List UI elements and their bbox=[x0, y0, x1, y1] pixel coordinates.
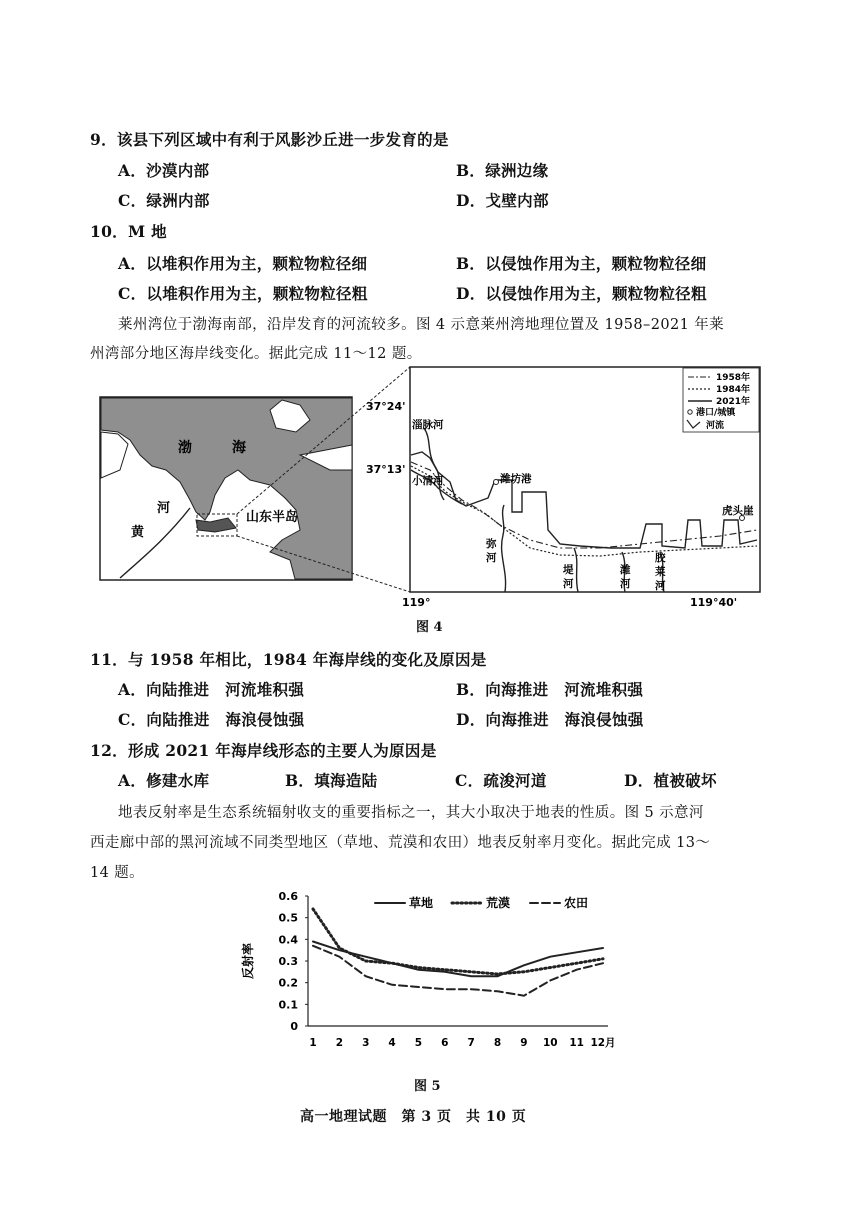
lat-37-24: 37°24' bbox=[366, 400, 406, 413]
x-tick-label: 12月 bbox=[590, 1037, 616, 1049]
lon-119: 119° bbox=[402, 596, 431, 609]
lat-37-13: 37°13' bbox=[366, 463, 406, 476]
q10-option-d: D．以侵蚀作用为主，颗粒物粒径粗 bbox=[456, 284, 707, 303]
q12-option-d: D．植被破坏 bbox=[624, 771, 717, 790]
place-dihe-1: 堤 bbox=[563, 564, 574, 576]
intro2-line2: 西走廊中部的黑河流域不同类型地区（草地、荒漠和农田）地表反射率月变化。据此完成 13～ bbox=[90, 835, 711, 851]
legend-label: 草地 bbox=[409, 896, 434, 910]
y-tick-label: 0.2 bbox=[278, 976, 298, 990]
q10-stem: 10．M 地 bbox=[90, 222, 167, 241]
map-label-huang: 黄 bbox=[131, 525, 145, 540]
figure-4-caption: 图 4 bbox=[416, 620, 443, 635]
intro2-line3: 14 题。 bbox=[90, 865, 145, 881]
q9-option-b: B．绿洲边缘 bbox=[456, 161, 549, 180]
legend-2021: 2021年 bbox=[716, 397, 751, 407]
y-tick-label: 0.3 bbox=[278, 955, 298, 968]
y-tick-label: 0.4 bbox=[278, 933, 298, 947]
y-axis-label: 反射率 bbox=[241, 942, 255, 980]
place-hutouya: 虎头崖 bbox=[722, 505, 754, 517]
q9-option-c: C．绿洲内部 bbox=[118, 191, 210, 210]
q12-option-a: A．修建水库 bbox=[118, 771, 210, 790]
place-jiaolaihe-1: 胶 bbox=[655, 552, 666, 564]
legend-label: 荒漠 bbox=[486, 896, 511, 910]
q10-option-b: B．以侵蚀作用为主，颗粒物粒径细 bbox=[456, 254, 707, 273]
legend-port: 港口/城镇 bbox=[696, 408, 736, 418]
y-tick-label: 0.6 bbox=[278, 890, 298, 903]
x-tick-label: 4 bbox=[388, 1037, 396, 1049]
q11-option-c: C．向陆推进 海浪侵蚀强 bbox=[118, 710, 305, 729]
x-tick-label: 5 bbox=[414, 1037, 423, 1049]
x-tick-label: 7 bbox=[467, 1037, 475, 1049]
x-tick-label: 3 bbox=[362, 1037, 370, 1049]
place-weihe-1: 潍 bbox=[620, 564, 631, 576]
y-tick-label: 0.1 bbox=[278, 998, 298, 1012]
q12-option-b: B．填海造陆 bbox=[285, 771, 378, 790]
q10-option-a: A．以堆积作用为主，颗粒物粒径细 bbox=[118, 254, 368, 273]
place-mihe-1: 弥 bbox=[486, 538, 497, 550]
q9-stem: 9．该县下列区域中有利于风影沙丘进一步发育的是 bbox=[90, 130, 449, 149]
place-zimaihe: 淄脉河 bbox=[412, 419, 444, 431]
x-tick-label: 6 bbox=[441, 1037, 449, 1049]
x-tick-label: 8 bbox=[493, 1037, 502, 1049]
x-tick-label: 11 bbox=[569, 1037, 584, 1049]
intro1-line2: 州湾部分地区海岸线变化。据此完成 11～12 题。 bbox=[90, 346, 422, 362]
legend-river: 河流 bbox=[706, 421, 725, 431]
figure-5-caption: 图 5 bbox=[414, 1079, 441, 1094]
series-line-荒漠 bbox=[313, 909, 603, 974]
x-tick-label: 10 bbox=[542, 1037, 558, 1049]
place-jiaolaihe-3: 河 bbox=[655, 580, 666, 592]
x-tick-label: 2 bbox=[335, 1037, 344, 1049]
q12-option-c: C．疏浚河道 bbox=[455, 771, 547, 790]
map-label-peninsula: 山东半岛 bbox=[246, 510, 299, 525]
map-label-bo: 渤 bbox=[178, 440, 192, 456]
map-label-hai: 海 bbox=[232, 440, 246, 456]
place-weihe-2: 河 bbox=[620, 578, 631, 590]
q11-option-d: D．向海推进 海浪侵蚀强 bbox=[456, 710, 644, 729]
y-tick-label: 0 bbox=[290, 1020, 298, 1033]
q12-stem: 12．形成 2021 年海岸线形态的主要人为原因是 bbox=[90, 741, 437, 760]
page-footer: 高一地理试题 第 3 页 共 10 页 bbox=[300, 1109, 527, 1125]
q9-option-d: D．戈壁内部 bbox=[456, 191, 549, 210]
q9-option-a: A．沙漠内部 bbox=[118, 161, 210, 180]
intro2-line1: 地表反射率是生态系统辐射收支的重要指标之一，其大小取决于地表的性质。图 5 示意河 bbox=[118, 805, 704, 821]
legend-1958: 1958年 bbox=[716, 373, 751, 383]
q10-option-c: C．以堆积作用为主，颗粒物粒径粗 bbox=[118, 284, 368, 303]
q11-option-b: B．向海推进 河流堆积强 bbox=[456, 680, 644, 699]
place-weifanggang: 潍坊港 bbox=[500, 473, 532, 485]
figure-5-chart bbox=[230, 885, 630, 1055]
legend-1984: 1984年 bbox=[716, 385, 751, 395]
place-dihe-2: 河 bbox=[563, 578, 574, 590]
legend-label: 农田 bbox=[564, 896, 589, 910]
y-tick-label: 0.5 bbox=[278, 911, 298, 925]
place-xiaoqinghe: 小清河 bbox=[412, 475, 444, 487]
map-label-he: 河 bbox=[157, 501, 171, 516]
q11-option-a: A．向陆推进 河流堆积强 bbox=[118, 680, 305, 699]
q11-stem: 11．与 1958 年相比，1984 年海岸线的变化及原因是 bbox=[90, 650, 487, 669]
x-tick-label: 1 bbox=[309, 1037, 317, 1049]
place-mihe-2: 河 bbox=[486, 552, 497, 564]
intro1-line1: 莱州湾位于渤海南部，沿岸发育的河流较多。图 4 示意莱州湾地理位置及 1958–2021 年莱 bbox=[118, 317, 725, 333]
place-jiaolaihe-2: 莱 bbox=[655, 566, 666, 578]
lon-119-40: 119°40' bbox=[690, 596, 738, 609]
x-tick-label: 9 bbox=[520, 1037, 528, 1049]
